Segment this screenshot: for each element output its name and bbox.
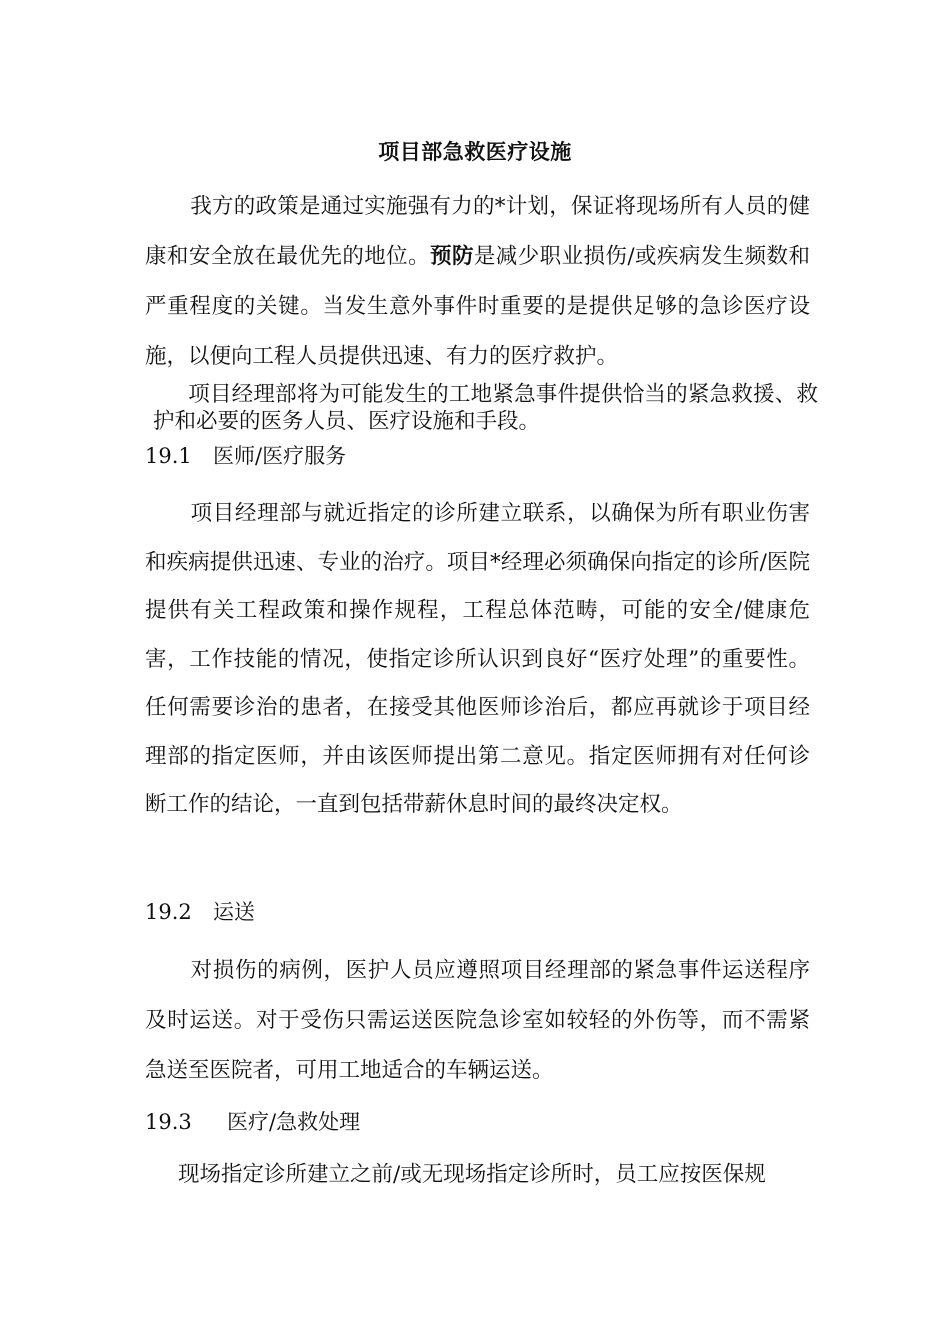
section-body-19-1 — [145, 490, 810, 830]
section-body-19-3 — [178, 1150, 818, 1200]
intro-text-part2: 是减少职业损伤/或疾病发生频数和严重程度的关键。当发生意外事件时重要的是提供足够的急诊医疗设施，以便向工程人员提供迅速、有力的医疗救护。 — [145, 244, 810, 369]
intro-paragraph-2-text: 项目经理部将为可能发生的工地紧急事件提供恰当的紧急救援、救护和必要的医务人员、医疗设施和手段。 — [153, 382, 818, 434]
section-heading-text: 运送 — [213, 900, 255, 924]
section-heading-19-3 — [145, 1106, 360, 1138]
intro-emphasis: 预防 — [430, 244, 474, 269]
section-heading-19-1 — [145, 440, 346, 472]
section-heading-19-2 — [145, 896, 255, 928]
section-body-19-2 — [145, 946, 810, 1096]
section-body-text: 项目经理部与就近指定的诊所建立联系，以确保为所有职业伤害和疾病提供迅速、专业的治疗。项目*经理必须确保向指定的诊所/医院提供有关工程政策和操作规程，工程总体范畴，可能的安全/健康危害，工作技能的情况，使指定诊所认识到良好“医疗处理”的重要性。任何需要诊治的患者，在接受其他医师诊治后，都应再就诊于项目经理部的指定医师，并由该医师提出第二意见。指定医师拥有对任何诊断工作的结论，一直到包括带薪休息时间的最终决定权。 — [145, 501, 810, 817]
section-heading-text: 医师/医疗服务 — [213, 444, 347, 468]
document-title: 项目部急救医疗设施 — [378, 140, 572, 164]
section-number: 19.3 — [145, 1110, 192, 1134]
section-body-text: 对损伤的病例，医护人员应遵照项目经理部的紧急事件运送程序及时运送。对于受伤只需运送医院急诊室如较轻的外伤等，而不需紧急送至医院者，可用工地适合的车辆运送。 — [145, 958, 810, 1083]
section-number: 19.2 — [145, 900, 192, 924]
intro-paragraph-1 — [145, 182, 810, 382]
section-number: 19.1 — [145, 444, 192, 468]
intro-paragraph-2 — [153, 381, 818, 435]
section-heading-text: 医疗/急救处理 — [227, 1110, 361, 1134]
intro-text-part1: 我方的政策是通过实施强有力的*计划，保证将现场所有人员的健康和安全放在最优先的地位。 — [145, 194, 810, 269]
section-body-text: 现场指定诊所建立之前/或无现场指定诊所时，员工应按医保规 — [178, 1162, 766, 1187]
